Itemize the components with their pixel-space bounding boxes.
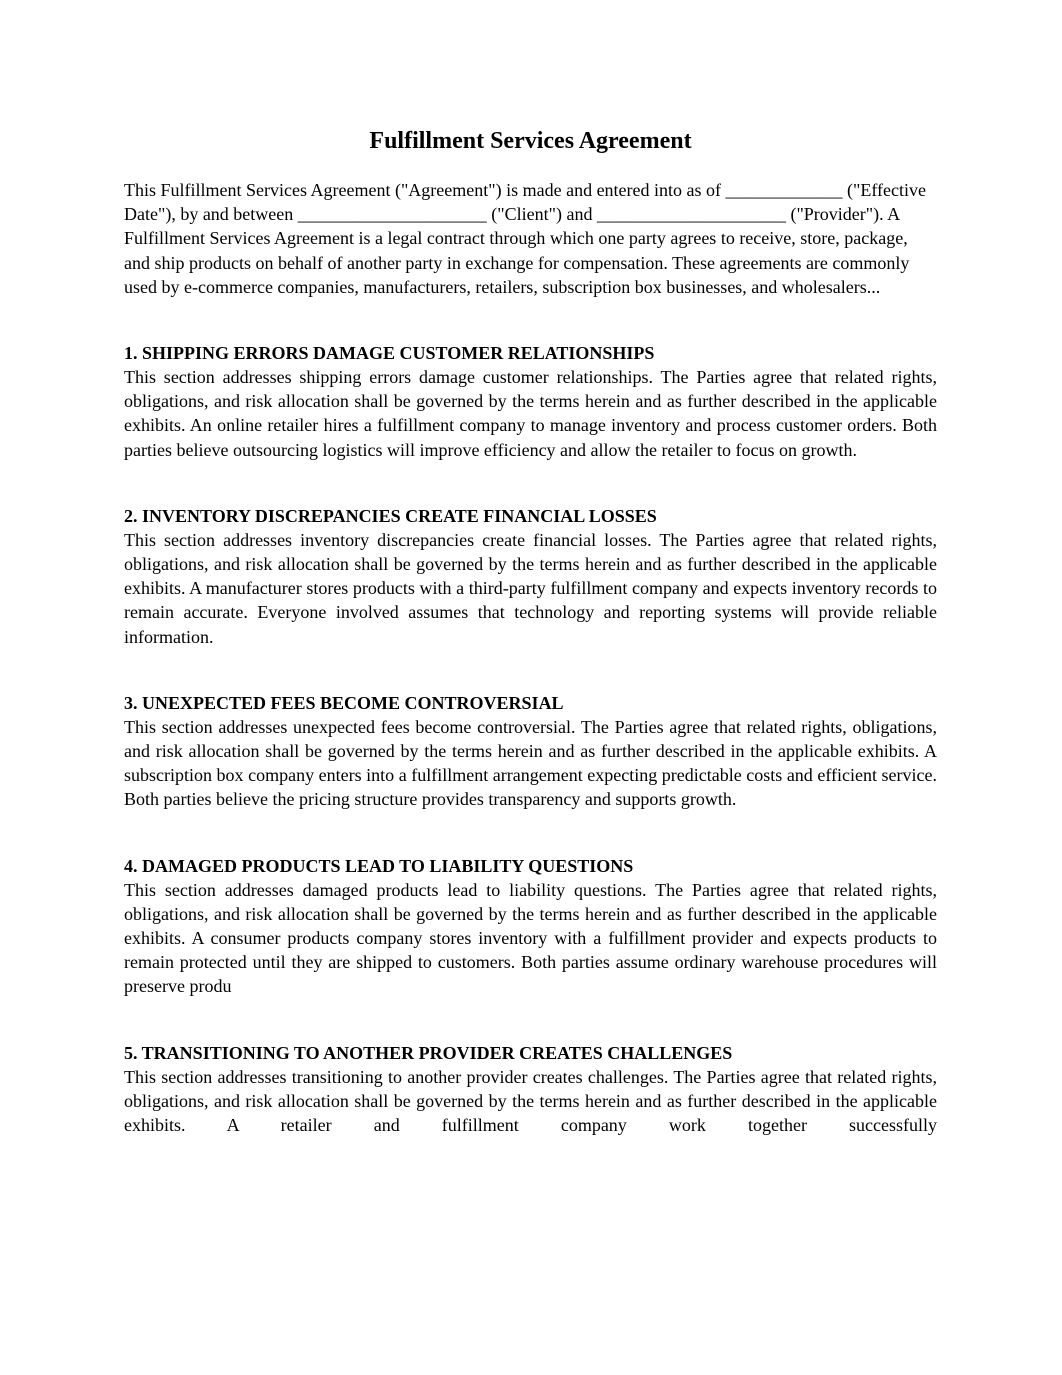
section-body: This section addresses inventory discrepancies create financial losses. The Parties agree that related rights, obligations, and risk allocation shall be governed by the terms herein and as further described in the applicable exhibits. A manufacturer stores products with a third-party fulfillment company and expects inventory records to remain accurate. Everyone involved assumes that technology and reporting systems will provide reliable information. <box>124 529 937 647</box>
intro-paragraph: This Fulfillment Services Agreement ("Agreement") is made and entered into as of _____________ ("Effective Date"), by and between _____________________ ("Client") and _____________________ ("Provider"). A Fulfillment Services Agreement is a legal contract through which one party agrees to receive, store, package, and ship products on behalf of another party in exchange for compensation. These agreements are commonly used by e-commerce companies, manufacturers, retailers, subscription box businesses, and wholesalers... <box>124 180 926 297</box>
section-2 <box>124 504 937 649</box>
section-heading: 5. TRANSITIONING TO ANOTHER PROVIDER CREATES CHALLENGES <box>124 1042 733 1063</box>
section-heading: 4. DAMAGED PRODUCTS LEAD TO LIABILITY QUESTIONS <box>124 855 634 876</box>
section-5 <box>124 1041 937 1138</box>
section-heading: 2. INVENTORY DISCREPANCIES CREATE FINANCIAL LOSSES <box>124 505 657 526</box>
section-heading: 1. SHIPPING ERRORS DAMAGE CUSTOMER RELATIONSHIPS <box>124 343 655 364</box>
document-title: Fulfillment Services Agreement <box>369 128 692 154</box>
document-page <box>124 124 937 1137</box>
section-body: This section addresses shipping errors damage customer relationships. The Parties agree that related rights, obligations, and risk allocation shall be governed by the terms herein and as further described in the applicable exhibits. An online retailer hires a fulfillment company to manage inventory and process customer orders. Both parties believe outsourcing logistics will improve efficiency and allow the retailer to focus on growth. <box>124 367 937 460</box>
section-heading: 3. UNEXPECTED FEES BECOME CONTROVERSIAL <box>124 692 564 713</box>
section-body: This section addresses unexpected fees become controversial. The Parties agree that related rights, obligations, and risk allocation shall be governed by the terms herein and as further described in the applicable exhibits. A subscription box company enters into a fulfillment arrangement expecting predictable costs and efficient service. Both parties believe the pricing structure provides transparency and supports growth. <box>124 716 937 810</box>
section-1 <box>124 341 937 462</box>
section-body: This section addresses damaged products lead to liability questions. The Parties agree that related rights, obligations, and risk allocation shall be governed by the terms herein and as further described in the applicable exhibits. A consumer products company stores inventory with a fulfillment provider and expects products to remain protected until they are shipped to customers. Both parties assume ordinary warehouse procedures will preserve produ <box>124 879 937 997</box>
section-3 <box>124 691 937 812</box>
section-body: This section addresses transitioning to another provider creates challenges. The Parties agree that related rights, obligations, and risk allocation shall be governed by the terms herein and as further described in the applicable exhibits. A retailer and fulfillment company work together successfully <box>124 1066 937 1136</box>
section-4 <box>124 854 937 999</box>
